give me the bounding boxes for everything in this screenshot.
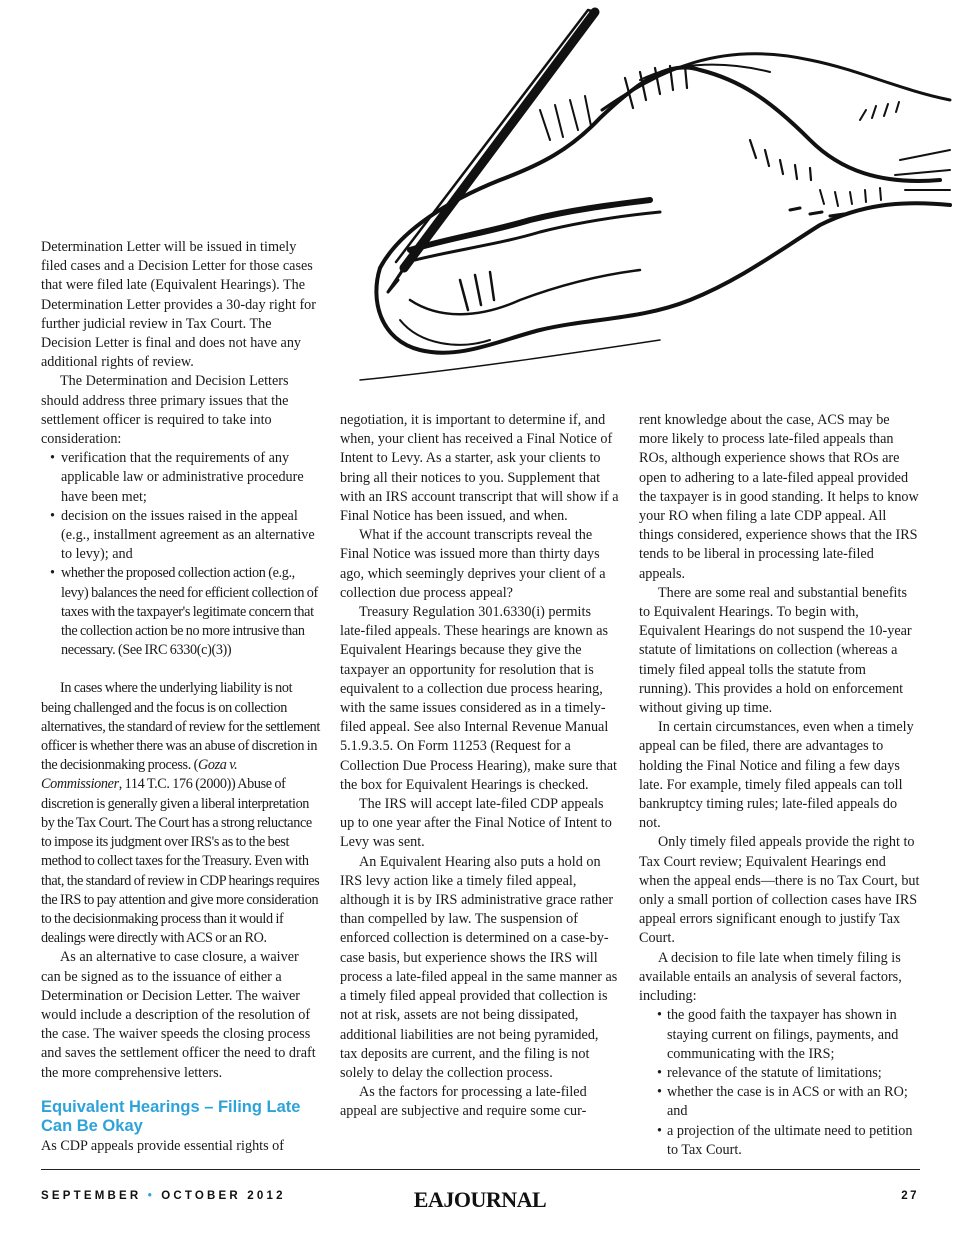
section-heading: Equivalent Hearings – Filing Late Can Be Okay (41, 1097, 301, 1136)
footer-separator: • (147, 1190, 155, 1202)
text-column-3 (639, 411, 920, 1160)
bullet-list (639, 1006, 920, 1160)
text-column-2 (340, 411, 619, 1122)
paragraph: As the factors for processing a late-filed appeal are subjective and require some cur- (340, 1084, 587, 1120)
page-number: 27 (901, 1190, 919, 1202)
paragraph: Treasury Regulation 301.6330(i) permits late-filed appeals. These hearings are known as Equivalent Hearings because they give the taxpayer an opportunity for resolution that is equivalent to a collection due process hearing, with the same issues considered as in a timely-filed appeal. See also Internal Revenue Manual 5.1.9.3.5. On Form 11253 (Request for a Collection Due Process Hearing), make sure that the box for Equivalent Hearings is checked. (340, 604, 617, 793)
paragraph: There are some real and substantial benefits to Equivalent Hearings. To begin with, Equivalent Hearings do not suspend the 10-year statute of limitations on collection (whereas a timely filed appeal tolls the statute from running). This provides a hold on enforcement without giving up time. (639, 584, 912, 717)
list-item: • whether the case is in ACS or with an RO; and (667, 1083, 920, 1121)
paragraph: An Equivalent Hearing also puts a hold on IRS levy action like a timely filed appeal, although it is by IRS administrative grace rather than compelled by law. The suspension of enforced collection is determined on a case-by-case basis, but experience shows the IRS will process a late-filed appeal in the same manner as a timely filed appeal provided that collection is not at risk, assets are not being dissipated, additional liabilities are not being pyramided, tax deposits are current, and the filing is not solely to delay the collection process. (340, 853, 618, 1081)
paragraph: What if the account transcripts reveal the Final Notice was issued more than thirty days ago, which seemingly deprives your client of a collection due process appeal? (340, 527, 606, 601)
list-item: • whether the proposed collection action (e.g., levy) balances the need for efficient collection of taxes with the taxpayer's legitimate concern that the collection action be no more intrusive than necessary. (See IRC 6330(c)(3)) (61, 564, 320, 660)
paragraph: As an alternative to case closure, a waiver can be signed as to the issuance of either a Determination or Decision Letter. The waiver would include a description of the resolution of the case. The waiver speeds the closing process and saves the settlement officer the need to draft the more comprehensive letters. (41, 949, 316, 1081)
list-item: • relevance of the statute of limitations; (667, 1064, 920, 1083)
paragraph: Determination Letter will be issued in timely filed cases and a Decision Letter for those cases that were filed late (Equivalent Hearings). The Determination Letter provides a 30-day right for further judicial review in Tax Court. The Decision Letter is final and does not have any additional rights of review. (41, 239, 316, 371)
paragraph: In cases where the underlying liability is not being challenged and the focus is on collection alternatives, the standard of review for the settlement officer is whether there was an abuse of discretion in the decisionmaking process. (Goza v. Commissioner, 114 T.C. 176 (2000)) Abuse of discretion is generally given a liberal interpretation by the Tax Court. The Court has a strong reluctance to impose its judgment over IRS's as to the best method to collect taxes for the Treasury. Even with that, the standard of review in CDP hearings requires the IRS to pay attention and give more consideration to the decisionmaking process than it would if dealings were directly with ACS or an RO. (41, 680, 321, 947)
text-column-1 (41, 238, 320, 1156)
paragraph: rent knowledge about the case, ACS may be more likely to process late-filed appeals than ROs, although experience shows that ROs are open to adhering to a late-filed appeal provided the taxpayer is in good standing. It helps to know your RO when filing a late CDP appeal. All things considered, experience shows that the IRS tends to be liberal in processing late-filed appeals. (639, 412, 919, 582)
paragraph: In certain circumstances, even when a timely appeal can be filed, there are advantages to holding the Final Notice and filing a few days late. For example, timely filed appeals can toll bankruptcy timing rules; late-filed appeals do not. (639, 719, 914, 832)
footer-month-2: OCTOBER 2012 (161, 1190, 286, 1202)
paragraph: As CDP appeals provide essential rights of (41, 1137, 284, 1154)
case-citation: Goza v. Commissioner (41, 757, 238, 793)
paragraph: A decision to file late when timely filing is available entails an analysis of several factors, including: (639, 949, 902, 1005)
list-item: • the good faith the taxpayer has shown in staying current on filings, payments, and communicating with the IRS; (667, 1006, 920, 1064)
footer-divider (41, 1169, 920, 1170)
paragraph: Only timely filed appeals provide the right to Tax Court review; Equivalent Hearings end when the appeal ends—there is no Tax Court, but only a small portion of collection cases have IRS appeal errors significant enough to justify Tax Court. (639, 834, 920, 947)
paragraph: negotiation, it is important to determine if, and when, your client has received a Final Notice of Intent to Levy. As a starter, ask your clients to bring all their notices to you. Supplement that with an IRS account transcript that will show if a Final Notice has been issued, and when. (340, 412, 619, 525)
logo-text: EAJOURNAL (413, 1187, 547, 1212)
footer-month-1: SEPTEMBER (41, 1190, 142, 1202)
eajournal-logo (405, 1184, 555, 1214)
paragraph: The Determination and Decision Letters should address three primary issues that the settlement officer is required to take into consideration: (41, 373, 289, 448)
list-item: • decision on the issues raised in the appeal (e.g., installment agreement as an alternative to levy); and (61, 507, 320, 565)
hand-holding-pen-sketch-icon (340, 0, 960, 400)
list-item: • verification that the requirements of any applicable law or administrative procedure have been met; (61, 449, 320, 507)
bullet-list (41, 449, 320, 660)
paragraph: The IRS will accept late-filed CDP appeals up to one year after the Final Notice of Intent to Levy was sent. (340, 796, 612, 851)
list-item: • a projection of the ultimate need to petition to Tax Court. (667, 1122, 920, 1160)
footer-issue-date (41, 1190, 286, 1202)
